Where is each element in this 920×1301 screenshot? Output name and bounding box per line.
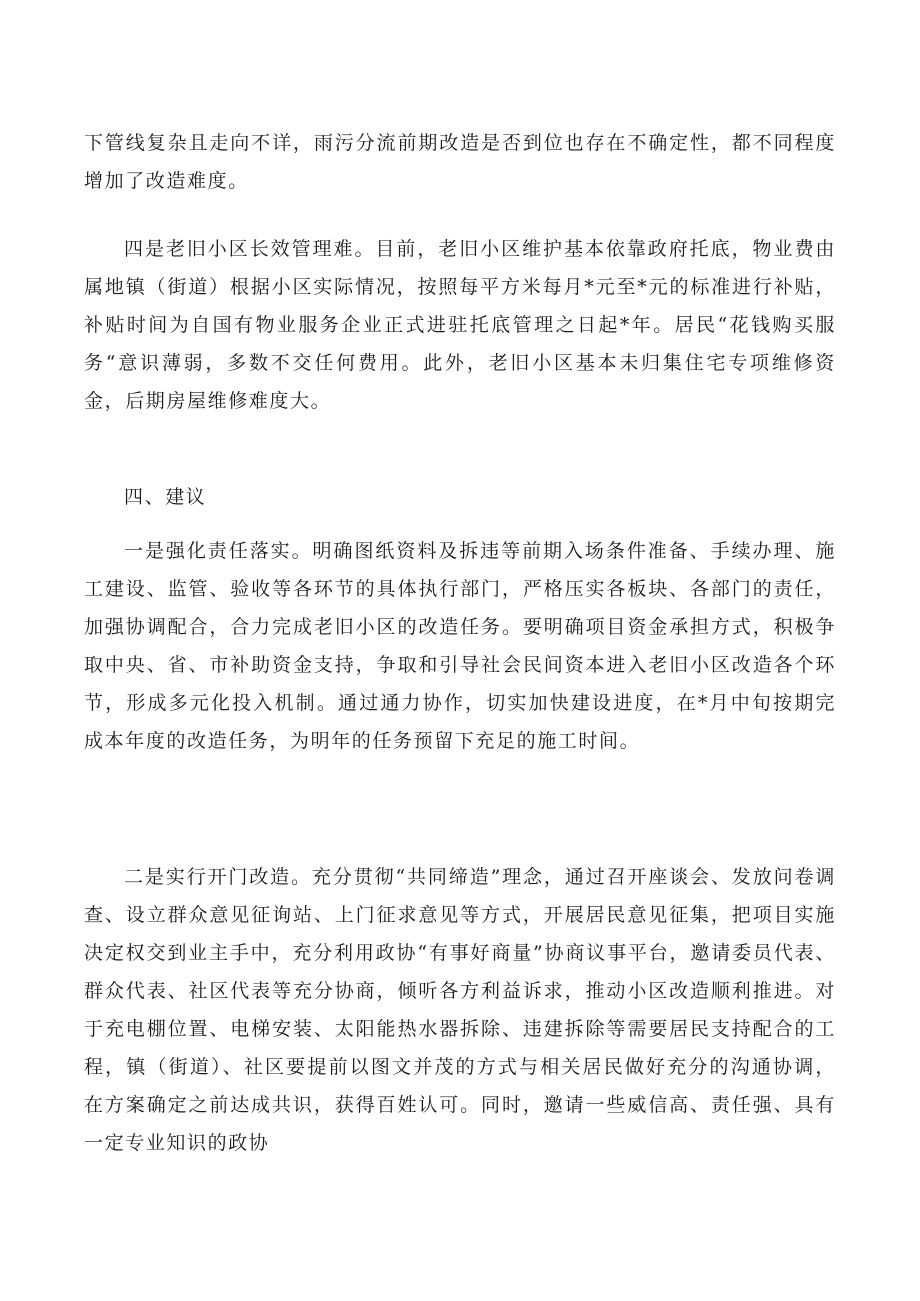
section-heading-suggestions: 四、建议 (124, 486, 207, 508)
paragraph-management-difficulty: 四是老旧小区长效管理难。目前，老旧小区维护基本依靠政府托底，物业费由属地镇（街道）根据小区实际情况，按照每平方米每月*元至*元的标准进行补贴，补贴时间为自国有物业服务企业正式进驻托底管理之日起*年。居民“花钱购买服务“意识薄弱，多数不交任何费用。此外，老旧小区基本未归集住宅专项维修资金，后期房屋维修难度大。 (84, 238, 836, 412)
paragraph-continuation: 下管线复杂且走向不详，雨污分流前期改造是否到位也存在不确定性，都不同程度增加了改造难度。 (84, 132, 836, 192)
paragraph-open-renovation: 二是实行开门改造。充分贯彻“共同缔造”理念，通过召开座谈会、发放问卷调查、设立群众意见征询站、上门征求意见等方式，开展居民意见征集，把项目实施决定权交到业主手中，充分利用政协“有事好商量”协商议事平台，邀请委员代表、群众代表、社区代表等充分协商，倾听各方利益诉求，推动小区改造顺利推进。对于充电棚位置、电梯安装、太阳能热水器拆除、违建拆除等需要居民支持配合的工程，镇（街道）、社区要提前以图文并茂的方式与相关居民做好充分的沟通协调，在方案确定之前达成共识，获得百姓认可。同时，邀请一些威信高、责任强、具有一定专业知识的政协 (84, 866, 836, 1154)
paragraph-responsibility: 一是强化责任落实。明确图纸资料及拆违等前期入场条件准备、手续办理、施工建设、监管、验收等各环节的具体执行部门，严格压实各板块、各部门的责任，加强协调配合，合力完成老旧小区的改造任务。要明确项目资金承担方式，积极争取中央、省、市补助资金支持，争取和引导社会民间资本进入老旧小区改造各个环节，形成多元化投入机制。通过通力协作，切实加快建设进度，在*月中旬按期完成本年度的改造任务，为明年的任务预留下充足的施工时间。 (84, 540, 836, 752)
